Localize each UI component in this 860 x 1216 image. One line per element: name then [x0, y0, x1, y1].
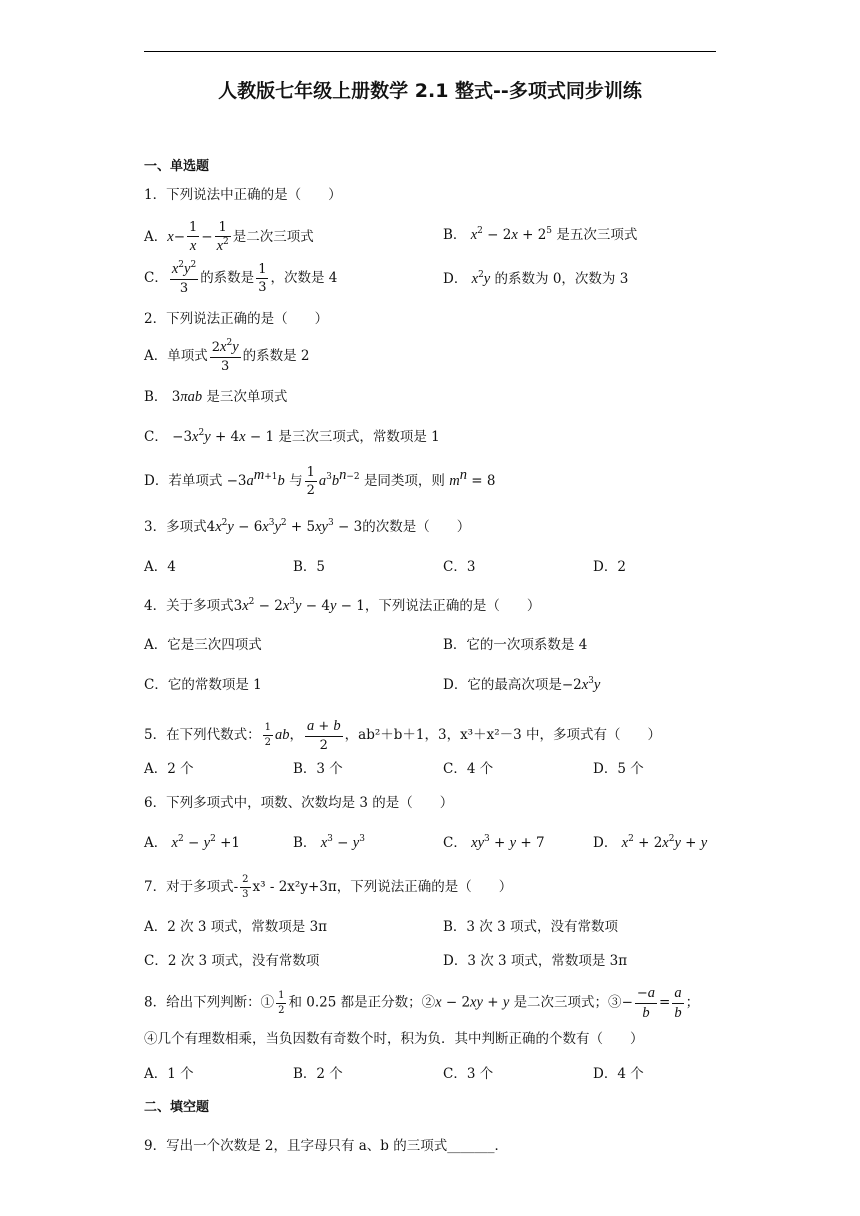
q1-option-a[interactable]: A．x− $\frac{1}{x}$ − $\frac{1}{x^2}$ 是二次三项式 — [144, 220, 314, 254]
q6-option-d[interactable]: D． $x^2 + 2x^2y + y$ — [593, 834, 708, 851]
q1-option-c[interactable]: C． $\frac{x^2y^2}{3}$ 的系数是 $\frac{1}{3}$ ，次数是 4 — [144, 260, 338, 296]
question-1-stem: 1．下列说法中正确的是（ ） — [144, 187, 342, 203]
q8-option-b[interactable]: B．2 个 — [293, 1066, 343, 1082]
q7-option-b[interactable]: B．3 次 3 项式，没有常数项 — [443, 919, 618, 935]
q6-option-b[interactable]: B． $x^3 - y^3$ — [293, 834, 365, 851]
q6-option-a[interactable]: A． $x^2 - y^2 +1$ — [144, 834, 240, 851]
q7-option-c[interactable]: C．2 次 3 项式，没有常数项 — [144, 953, 320, 969]
q4-option-a[interactable]: A．它是三次四项式 — [144, 637, 262, 653]
q8-option-c[interactable]: C．3 个 — [443, 1066, 494, 1082]
q4-option-d[interactable]: D．它的最高次项是$-2x^3y$ — [443, 676, 601, 693]
q2-option-b[interactable]: B． 3πab 是三次单项式 — [144, 389, 288, 405]
section-heading-fill-blank: 二、填空题 — [144, 1100, 210, 1115]
q1-option-d[interactable]: D． $x^2y$ 的系数为 0，次数为 3 — [443, 270, 629, 287]
q5-option-c[interactable]: C．4 个 — [443, 761, 494, 777]
q5-option-d[interactable]: D．5 个 — [593, 761, 644, 777]
q2-option-a[interactable]: A．单项式 $\frac{2x^2y}{3}$ 的系数是 2 — [144, 338, 310, 374]
question-6-stem: 6．下列多项式中，项数、次数均是 3 的是（ ） — [144, 795, 454, 811]
question-8-stem: 8．给出下列判断：① $\frac{1}{2}$ 和 0.25 都是正分数；②x − 2xy + y 是二次三项式；③− $\frac{-a}{b}$ = $\frac{a}{b}$ ； — [144, 985, 700, 1021]
question-8-stem-line2: ④几个有理数相乘，当负因数有奇数个时，积为负．其中判断正确的个数有（ ） — [144, 1031, 644, 1047]
question-2-stem: 2．下列说法正确的是（ ） — [144, 311, 329, 327]
q4-option-b[interactable]: B．它的一次项系数是 4 — [443, 637, 588, 653]
question-3-stem: 3．多项式$4x^2y - 6x^3y^2 + 5xy^3 - 3$的次数是（ ） — [144, 518, 471, 535]
q7-option-d[interactable]: D．3 次 3 项式，常数项是 3π — [443, 953, 628, 969]
question-7-stem: 7．对于多项式- $\frac{2}{3}$ x³ - 2x²y+3π，下列说法正确的是（ ） — [144, 874, 513, 900]
q4-option-c[interactable]: C．它的常数项是 1 — [144, 677, 262, 693]
question-9-stem[interactable]: 9．写出一个次数是 2，且字母只有 a、b 的三项式_______． — [144, 1138, 508, 1154]
q5-option-a[interactable]: A．2 个 — [144, 761, 194, 777]
page-title: 人教版七年级上册数学 2.1 整式--多项式同步训练 — [218, 80, 642, 102]
q2-option-d[interactable]: D．若单项式 $-3a^{m+1}b$ 与 $\frac{1}{2}$ $a^3b^{n-2}$ 是同类项，则 $m^n = 8$ — [144, 465, 496, 498]
q2-option-c[interactable]: C． $-3x^2y + 4x - 1$ 是三次三项式，常数项是 1 — [144, 428, 440, 445]
q8-option-d[interactable]: D．4 个 — [593, 1066, 644, 1082]
q3-option-a[interactable]: A．4 — [144, 559, 176, 575]
section-heading-single-choice: 一、单选题 — [144, 159, 210, 174]
q3-option-b[interactable]: B．5 — [293, 559, 326, 575]
q8-option-a[interactable]: A．1 个 — [144, 1066, 194, 1082]
q6-option-c[interactable]: C． $xy^3 + y + 7$ — [443, 834, 545, 851]
q3-option-d[interactable]: D．2 — [593, 559, 626, 575]
question-4-stem: 4．关于多项式$3x^2 - 2x^3y - 4y - 1$，下列说法正确的是（ ） — [144, 597, 541, 614]
q3-option-c[interactable]: C．3 — [443, 559, 476, 575]
q7-option-a[interactable]: A．2 次 3 项式，常数项是 3π — [144, 919, 328, 935]
q1-option-b[interactable]: B． $x^2 - 2x + 2^5$ 是五次三项式 — [443, 226, 638, 243]
header-rule — [144, 51, 716, 52]
q5-option-b[interactable]: B．3 个 — [293, 761, 343, 777]
question-5-stem: 5．在下列代数式： $\frac{1}{2}$ ab， $\frac{a + b}{2}$ ，ab²＋b＋1，3，x³＋x²－3 中，多项式有（ ） — [144, 718, 661, 753]
